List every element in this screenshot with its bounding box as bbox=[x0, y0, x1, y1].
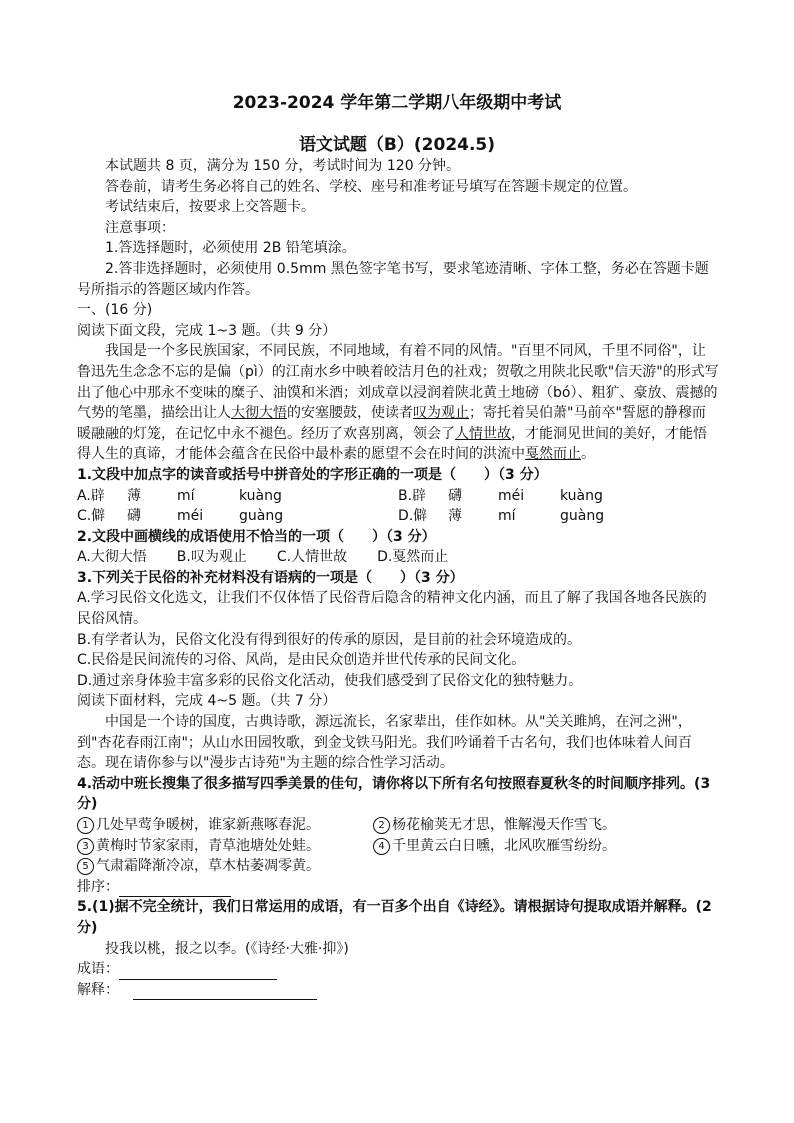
poem-pair bbox=[77, 815, 719, 836]
circled-number-icon: 2 bbox=[373, 817, 390, 834]
underlined-idiom: 人情世故 bbox=[455, 425, 511, 442]
underlined-idiom: 大彻大悟 bbox=[231, 405, 287, 422]
exam-content bbox=[77, 156, 719, 1000]
section-heading: 一、(16 分) bbox=[77, 302, 153, 319]
option-c[interactable]: C.僻 礴 méi guàng bbox=[77, 508, 284, 525]
reading-prompt: 阅读下面材料，完成 4~5 题。（共 7 分） bbox=[77, 693, 337, 710]
question-5-stem: 5.(1)据不完全统计，我们日常运用的成语，有一百多个出自《诗经》。请根据诗句提取成语并解释。(2 分) bbox=[77, 899, 712, 936]
option-d[interactable]: D.通过亲身体验丰富多彩的民俗文化活动，使我们感受到了民俗文化的独特魅力。 bbox=[77, 672, 583, 689]
underlined-idiom: 戛然而止 bbox=[525, 446, 581, 463]
answer-line: 排序： bbox=[77, 877, 719, 898]
exam-subtitle: 语文试题（B）(2024.5) bbox=[298, 135, 496, 155]
poem-line: 5 气肃霜降渐冷凉，草木枯萎凋零黄。 bbox=[77, 856, 320, 877]
note-item: 1.答选择题时，必须使用 2B 铅笔填涂。 bbox=[105, 240, 356, 257]
answer-line: 解释： bbox=[77, 980, 719, 1001]
option-a[interactable]: A.辟 薄 mí kuàng bbox=[77, 487, 282, 504]
option-d[interactable]: D.僻 薄 mí guàng bbox=[398, 508, 605, 525]
option-b[interactable]: B.辟 礴 méi kuàng bbox=[398, 487, 603, 504]
circled-number-icon: 1 bbox=[77, 817, 94, 834]
circled-number-icon: 3 bbox=[77, 838, 94, 855]
note-item: 2.答非选择题时，必须使用 0.5mm 黑色签字笔书写，要求笔迹清晰、字体工整，务必在答题卡题号所指示的答题区域内作答。 bbox=[77, 260, 709, 298]
poem-pair bbox=[77, 836, 719, 857]
option-c[interactable]: C.民俗是民间流传的习俗、风尚，是由民众创造并世代传承的民间文化。 bbox=[77, 652, 526, 669]
option-a[interactable]: A.学习民俗文化选文，让我们不仅体悟了民俗背后隐含的精神文化内涵，而且了解了我国各地各民族的民俗风情。 bbox=[77, 590, 707, 628]
order-answer-blank[interactable] bbox=[119, 881, 231, 897]
instruction-line: 答卷前，请考生务必将自己的姓名、学校、座号和准考证号填写在答题卡规定的位置。 bbox=[105, 178, 637, 195]
poem-quote: 投我以桃，报之以李。(《诗经·大雅·抑》) bbox=[105, 940, 349, 957]
circled-number-icon: 4 bbox=[373, 838, 390, 855]
option-b[interactable]: B.有学者认为，民俗文化没有得到很好的传承的原因，是目前的社会环境造成的。 bbox=[77, 631, 582, 648]
reading-prompt: 阅读下面文段，完成 1~3 题。（共 9 分） bbox=[77, 322, 337, 339]
question-1-stem: 1.文段中加点字的读音或括号中拼音处的字形正确的一项是（ ）（3 分） bbox=[77, 466, 548, 483]
question-4-stem: 4.活动中班长搜集了很多描写四季美景的佳句，请你将以下所有名句按照春夏秋冬的时间顺序排列。(3 分) bbox=[77, 775, 711, 813]
answer-line: 成语： bbox=[77, 959, 719, 980]
instruction-line: 考试结束后，按要求上交答题卡。 bbox=[105, 199, 315, 216]
explanation-answer-blank[interactable] bbox=[133, 984, 317, 1000]
notes-label: 注意事项： bbox=[105, 219, 175, 236]
poem-pair bbox=[77, 856, 719, 877]
question-3-stem: 3.下列关于民俗的补充材料没有语病的一项是（ ）（3 分） bbox=[77, 569, 464, 586]
circled-number-icon: 5 bbox=[77, 858, 94, 875]
question-2-options bbox=[77, 547, 719, 568]
option-b[interactable]: B.叹为观止 bbox=[176, 549, 247, 566]
poem-line: 3 黄梅时节家家雨，青草池塘处处蛙。 bbox=[77, 836, 373, 857]
poem-line: 2 杨花榆荚无才思，惟解漫天作雪飞。 bbox=[373, 815, 616, 836]
reading-passage: 我国是一个多民族国家，不同民族，不同地域，有着不同的风情。"百里不同风，千里不同俗"，让鲁迅先生念念不忘的是偏（pì）的江南水乡中映着皎洁月色的社戏；贺敬之用陕北民歌"信天游"的形式写出了他心中那永不变味的糜子、油馍和米酒；刘成章以浸润着陕北黄土地磅（bó）、粗犷、豪放、震撼的气势的笔墨，描绘出让人大彻大悟的安塞腰鼓，使读者叹为观止；寄托着吴伯萧"马前卒"誓愿的静穆而暖融融的灯笼，在记忆中永不褪色。经历了欢喜别离，领会了人情世故，才能洞见世间的美好，才能悟得人生的真谛，才能体会蕴含在民俗中最朴素的愿望不会在时间的洪流中戛然而止。 bbox=[77, 343, 719, 463]
reading-passage: 中国是一个诗的国度，古典诗歌，源远流长，名家辈出，佳作如林。从"关关雎鸠，在河之洲"，到"杏花春雨江南"；从山水田园牧歌，到金戈铁马阳光。我们吟诵着千古名句，我们也体味着人间百态。现在请你参与以"漫步古诗苑"为主题的综合性学习活动。 bbox=[77, 714, 692, 772]
exam-title: 2023-2024 学年第二学期八年级期中考试 bbox=[232, 93, 562, 113]
question-2-stem: 2.文段中画横线的成语使用不恰当的一项（ ）（3 分） bbox=[77, 528, 436, 545]
question-1-options-row bbox=[77, 506, 719, 527]
option-a[interactable]: A.大彻大悟 bbox=[77, 549, 147, 566]
underlined-idiom: 叹为观止 bbox=[413, 405, 469, 422]
poem-line: 1 几处早莺争暖树，谁家新燕啄春泥。 bbox=[77, 815, 373, 836]
option-c[interactable]: C.人情世故 bbox=[276, 549, 348, 566]
poem-line: 4 千里黄云白日曛，北风吹雁雪纷纷。 bbox=[373, 836, 616, 857]
idiom-answer-blank[interactable] bbox=[119, 964, 277, 980]
question-1-options-row bbox=[77, 486, 719, 507]
instruction-line: 本试题共 8 页，满分为 150 分，考试时间为 120 分钟。 bbox=[105, 158, 461, 174]
option-d[interactable]: D.戛然而止 bbox=[377, 549, 449, 566]
